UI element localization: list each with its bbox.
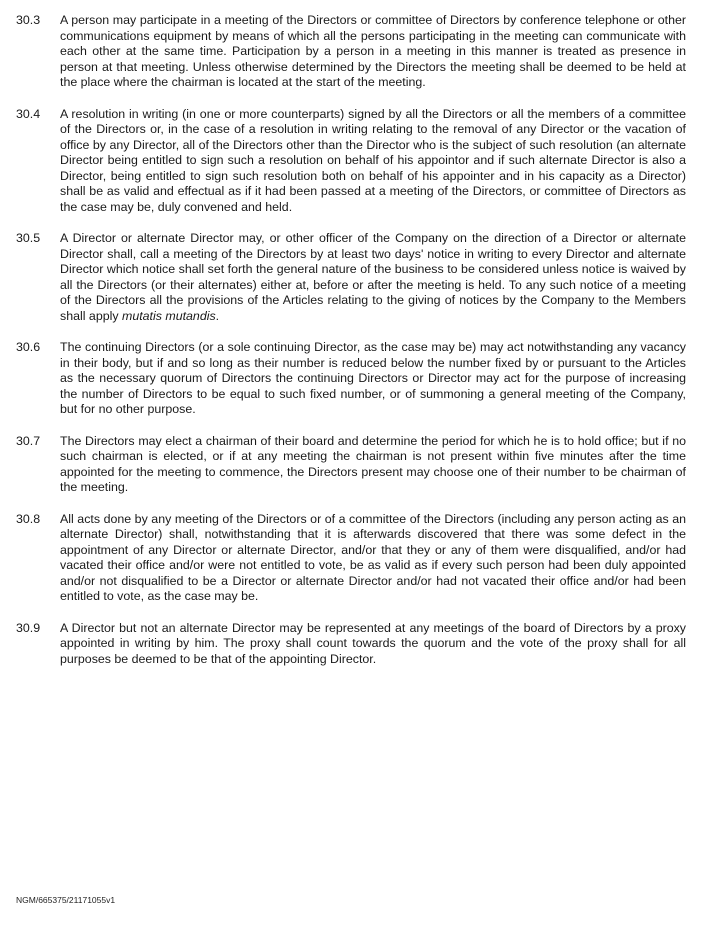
clause-number: 30.7 bbox=[16, 433, 41, 448]
clause-30-6 bbox=[16, 340, 686, 418]
clause-number: 30.9 bbox=[16, 620, 41, 635]
clause-list bbox=[16, 13, 686, 683]
clause-text: All acts done by any meeting of the Directors or of a committee of the Directors (including any person acting as an alternate Director) shall, notwithstanding that it is afterwards discovered that there was some defect in the appointment of any Director or alternate Director, and/or that they or any of them were disqualified, and/or had vacated their office and/or were not entitled to vote, be as valid as if every such person had been duly appointed and/or not disqualified to be a Director or alternate Director and/or had not vacated their office and/or had been entitled to vote, as the case may be. bbox=[60, 511, 686, 603]
clause-30-8 bbox=[16, 512, 686, 605]
clause-text: The Directors may elect a chairman of their board and determine the period for which he is to hold office; but if no such chairman is elected, or if at any meeting the chairman is not present within five minutes after the time appointed for the meeting to commence, the Directors present may choose one of their number to be chairman of the meeting. bbox=[60, 433, 686, 494]
clause-number: 30.3 bbox=[16, 13, 41, 27]
clause-number: 30.8 bbox=[16, 511, 41, 526]
clause-text: A person may participate in a meeting of the Directors or committee of Directors by conference telephone or other communications equipment by means of which all the persons participating in the meeting can communicate with each other at the same time. Participation by a person in a meeting in this manner is treated as presence in person at that meeting. Unless otherwise determined by the Directors the meeting shall be deemed to be held at the place where the chairman is located at the start of the meeting. bbox=[60, 13, 686, 89]
clause-30-3 bbox=[16, 13, 686, 91]
clause-30-7 bbox=[16, 434, 686, 496]
document-reference-footer: NGM/665375/21171055v1 bbox=[16, 895, 116, 905]
clause-number: 30.6 bbox=[16, 340, 41, 354]
clause-text-end: . bbox=[215, 308, 220, 323]
clause-number: 30.5 bbox=[16, 231, 41, 245]
clause-text-main: A Director or alternate Director may, or other officer of the Company on the direction of a Director or alternate Director shall, call a meeting of the Directors by at least two days' notice in writing to every Director and alternate Director which notice shall set forth the general nature of the business to be considered unless notice is waived by all the Directors (or their alternates) either at, before or after the meeting is held. To any such notice of a meeting of the Directors all the provisions of the Articles relating to the giving of notices by the Company to the Members shall apply bbox=[60, 231, 686, 323]
clause-text: The continuing Directors (or a sole continuing Director, as the case may be) may act notwithstanding any vacancy in their body, but if and so long as their number is reduced below the number fixed by or pursuant to the Articles as the necessary quorum of Directors the continuing Directors or Director may act for the purpose of increasing the number of Directors to be equal to such fixed number, or of summoning a general meeting of the Company, but for no other purpose. bbox=[60, 340, 686, 416]
latin-phrase: mutatis mutandis bbox=[122, 308, 216, 323]
clause-30-4 bbox=[16, 107, 686, 216]
clause-text: A resolution in writing (in one or more counterparts) signed by all the Directors or all the members of a committee of the Directors or, in the case of a resolution in writing relating to the removal of any Director or the vacation of office by any Director, all of the Directors other than the Director who is the subject of such resolution (an alternate Director being entitled to sign such a resolution on behalf of his appointor and if such alternate Director is also a Director, being entitled to sign such resolution both on behalf of his appointer and in his capacity as a Director) shall be as valid and effectual as if it had been passed at a meeting of the Directors, or committee of Directors as the case may be, duly convened and held. bbox=[60, 106, 686, 214]
clause-text bbox=[60, 231, 686, 324]
clause-number: 30.4 bbox=[16, 106, 41, 121]
clause-text: A Director but not an alternate Director may be represented at any meetings of the board of Directors by a proxy appointed in writing by him. The proxy shall count towards the quorum and the vote of the proxy shall for all purposes be deemed to be that of the appointing Director. bbox=[60, 620, 686, 666]
clause-30-5 bbox=[16, 231, 686, 324]
clause-30-9 bbox=[16, 621, 686, 668]
